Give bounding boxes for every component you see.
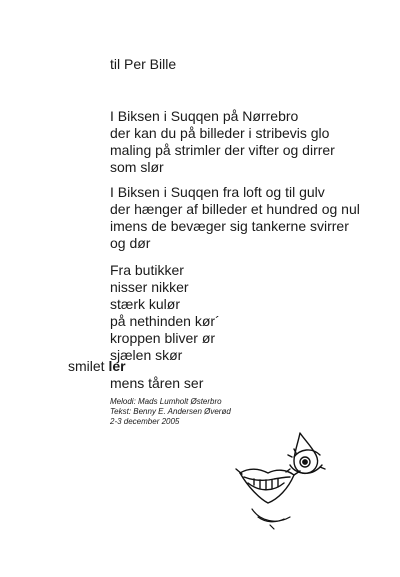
stanza-line: I Biksen i Suqqen på Nørrebro — [110, 108, 299, 124]
stanza-line: Fra butikker — [110, 262, 184, 278]
smilet-bold-word: ler — [108, 358, 126, 374]
credits — [110, 397, 231, 427]
stanza-line: maling på strimler der vifter og dirrer — [110, 142, 335, 158]
dedication: til Per Bille — [110, 56, 177, 72]
smilet-line — [68, 358, 126, 375]
stanza-line: stærk kulør — [110, 296, 180, 312]
credit-text: Tekst: Benny E. Andersen Øverød — [110, 407, 231, 416]
credit-date: 2-3 december 2005 — [110, 417, 180, 426]
stanza-1 — [110, 108, 335, 176]
stanza-line: som slør — [110, 159, 164, 175]
smiling-mouth-and-eye-sketch-icon — [230, 425, 340, 535]
stanza-3 — [110, 262, 220, 364]
stanza-line: på nethinden kør´ — [110, 313, 220, 329]
stanza-line: der kan du på billeder i stribevis glo — [110, 125, 330, 141]
stanza-line: og dør — [110, 235, 151, 251]
stanza-line: I Biksen i Suqqen fra loft og til gulv — [110, 184, 325, 200]
stanza-line: kroppen bliver ør — [110, 330, 216, 346]
credit-melody: Melodi: Mads Lumholt Østerbro — [110, 397, 222, 406]
stanza-line: imens de bevæger sig tankerne svirrer — [110, 218, 349, 234]
smilet-prefix: smilet — [68, 358, 109, 374]
last-line: mens tåren ser — [110, 375, 204, 391]
stanza-line: sjælen skør — [110, 347, 183, 363]
stanza-2 — [110, 184, 360, 252]
stanza-line: nisser nikker — [110, 279, 189, 295]
stanza-line: der hænger af billeder et hundred og nul — [110, 201, 360, 217]
